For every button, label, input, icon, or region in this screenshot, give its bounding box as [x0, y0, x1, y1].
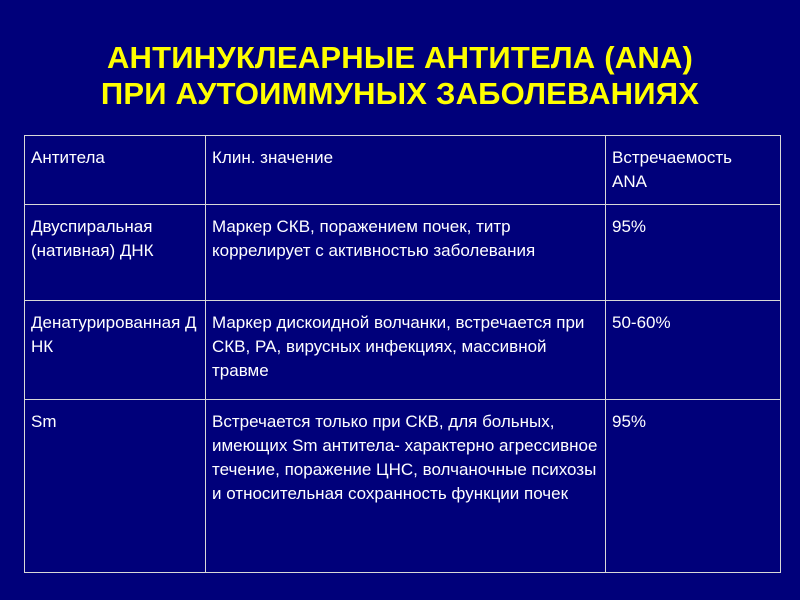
cell-frequency: 50-60%: [606, 301, 781, 400]
cell-antibody: Sm: [25, 400, 206, 573]
slide-title: [0, 40, 800, 112]
ana-table: [24, 135, 781, 573]
table-header-row: [25, 136, 781, 205]
header-frequency-line-2: ANA: [612, 172, 647, 191]
cell-frequency: 95%: [606, 205, 781, 301]
table-row: [25, 301, 781, 400]
header-frequency: [606, 136, 781, 205]
cell-clinical: Маркер СКВ, поражением почек, титр коррелирует с активностью заболевания: [206, 205, 606, 301]
slide-title-line-1: АНТИНУКЛЕАРНЫЕ АНТИТЕЛА (ANA): [106, 40, 694, 75]
cell-antibody: Денатурированная ДНК: [25, 301, 206, 400]
header-clinical-significance: Клин. значение: [206, 136, 606, 205]
cell-clinical: Маркер дискоидной волчанки, встречается при СКВ, РА, вирусных инфекциях, массивной травме: [206, 301, 606, 400]
cell-antibody: Двуспиральная (нативная) ДНК: [25, 205, 206, 301]
slide-title-line-2: ПРИ АУТОИММУНЫХ ЗАБОЛЕВАНИЯХ: [100, 76, 700, 111]
cell-clinical: Встречается только при СКВ, для больных, имеющих Sm антитела- характерно агрессивное течение, поражение ЦНС, волчаночные психозы и относительная сохранность функции почек: [206, 400, 606, 573]
table-row: [25, 400, 781, 573]
cell-frequency: 95%: [606, 400, 781, 573]
header-frequency-line-1: Встречаемость: [612, 148, 733, 167]
header-antibodies: Антитела: [25, 136, 206, 205]
table-row: [25, 205, 781, 301]
